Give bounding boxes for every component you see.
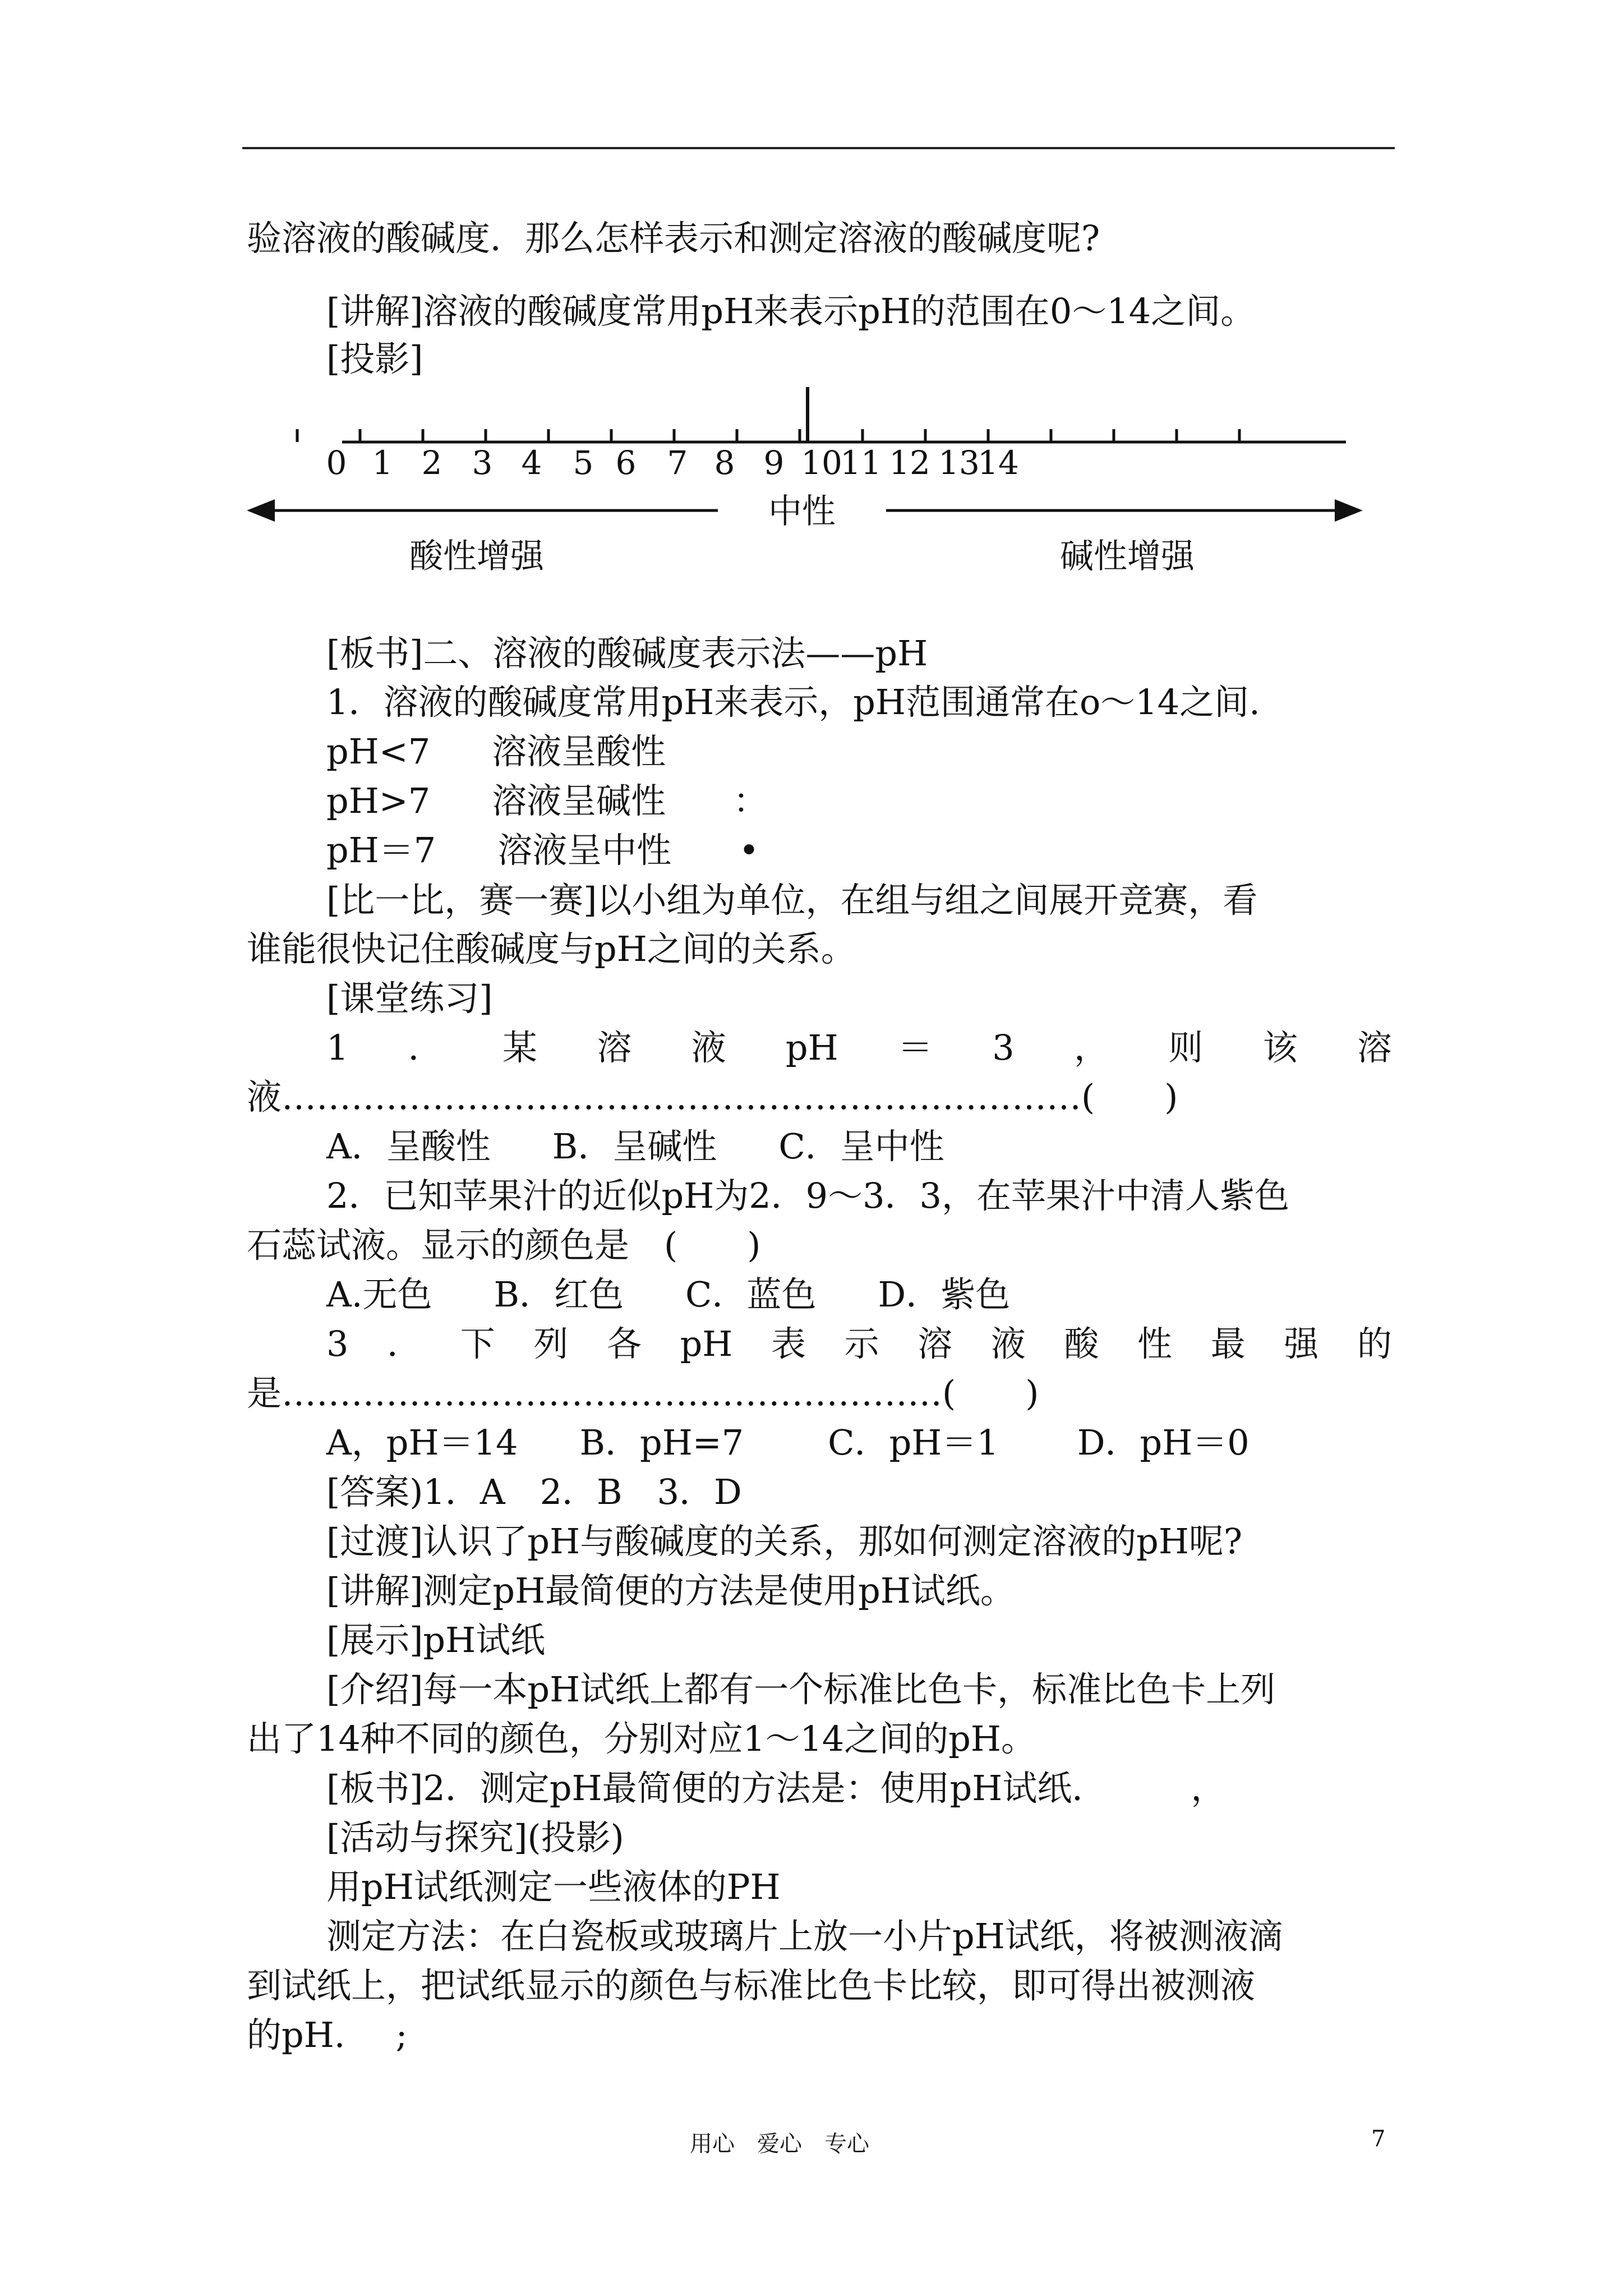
text-line: [答案)1．A 2．B 3．D [326,1471,742,1512]
word: 溶 [1357,1027,1392,1068]
tick-label: 4 [521,444,542,482]
text-line [247,2013,407,2058]
word: ． [408,1027,443,1068]
text-line [326,779,768,823]
tick-label: 2 [421,444,442,482]
text-line: [板书]二、溶液的酸碱度表示法——pH [326,633,928,674]
tick-label: 12 [889,444,930,482]
text-line: 谁能很快记住酸碱度与pH之间的关系。 [247,928,856,969]
option: D．紫色 [878,1274,1011,1315]
page-number: 7 [1371,2126,1386,2152]
ph-condition: pH<7 [326,731,431,772]
options-row [326,1420,1249,1465]
ph-scale-figure [247,370,1368,583]
options-row [326,1272,1010,1317]
tick-label: 6 [615,444,637,482]
word: pH [785,1027,838,1068]
text-line: [讲解]测定pH最简便的方法是使用pH试纸。 [326,1570,1015,1611]
stray-mark: ： [733,780,768,821]
word: 各 [606,1323,642,1364]
option: C．pH＝1 [828,1422,999,1463]
tick-label: 1 [372,444,393,482]
text-line [326,729,666,774]
word: 下 [460,1323,495,1364]
tick-label: 14 [978,444,1019,482]
text-line [326,1766,1225,1811]
text-line: [投影] [326,338,423,379]
word: 溶 [597,1027,632,1068]
neutral-label: 中性 [768,492,836,531]
tick-label: 7 [667,444,688,482]
option: B．红色 [494,1274,624,1315]
word: 的 [1357,1323,1392,1364]
text-line: 测定方法：在白瓷板或玻璃片上放一小片pH试纸，将被测液滴 [326,1916,1283,1957]
text-line: 2．已知苹果汁的近似pH为2．9～3．3，在苹果汁中清人紫色 [326,1175,1289,1216]
option: A.无色 [326,1274,432,1315]
ph-result: 溶液呈酸性 [492,731,666,772]
text-line: [过渡]认识了pH与酸碱度的关系，那如何测定溶液的pH呢? [326,1521,1243,1562]
option: C．呈中性 [778,1126,944,1167]
word: 酸 [1064,1323,1099,1364]
question-3-stem [326,1322,1392,1366]
text-line: 验溶液的酸碱度．那么怎样表示和测定溶液的酸碱度呢? [247,218,1100,259]
word: 强 [1284,1323,1319,1364]
text-line: 用pH试纸测定一些液体的PH [326,1866,781,1907]
ph-condition: pH＝7 [326,830,436,871]
option: D．pH＝0 [1077,1422,1249,1463]
ph-condition: pH>7 [326,780,431,821]
question-1-stem [326,1025,1392,1070]
stray-mark: • [739,830,759,871]
tick-label: 5 [573,444,594,482]
options-row [326,1124,944,1169]
text-end: 的pH. [247,2014,345,2055]
text-line: 石蕊试液。显示的颜色是 ( ) [247,1225,761,1266]
text-line: [介绍]每一本pH试纸上都有一个标准比色卡，标准比色卡上列 [326,1669,1276,1710]
word: 液 [691,1027,726,1068]
word: 3 [326,1323,349,1364]
option: B．呈碱性 [552,1126,717,1167]
option: A．呈酸性 [326,1126,491,1167]
text-line: 1．溶液的酸碱度常用pH来表示，pH范围通常在o～14之间. [326,682,1260,723]
text-line [326,828,759,873]
word: pH [680,1323,733,1364]
tick-label: 10 [801,444,842,482]
stray-mark: ， [1191,1768,1226,1809]
acid-label: 酸性增强 [409,537,544,576]
text-line: [课堂练习] [326,978,493,1019]
text-line: 出了14种不同的颜色，分别对应1～14之间的pH。 [247,1718,1036,1759]
word: 则 [1168,1027,1204,1068]
text-line: [讲解]溶液的酸碱度常用pH来表示pH的范围在0～14之间。 [326,291,1256,332]
text-line: 是…………………………………………………( ) [247,1373,1039,1414]
word: 最 [1210,1323,1246,1364]
word: 某 [502,1027,538,1068]
footer-text: 用心 爱心 专心 [690,2131,869,2157]
word: 3 [992,1027,1015,1068]
tick-label: 0 [326,444,347,482]
ph-scale-svg [247,370,1368,583]
ph-result: 溶液呈中性 [497,830,672,871]
option: C．蓝色 [685,1274,817,1315]
word: 液 [990,1323,1026,1364]
board-text: [板书]2．测定pH最简便的方法是：使用pH试纸． [326,1768,1107,1809]
acid-arrowhead [247,499,275,522]
word: 溶 [917,1323,953,1364]
text-line: [展示]pH试纸 [326,1619,546,1660]
text-line: [比一比，赛一赛]以小组为单位，在组与组之间展开竞赛，看 [326,880,1258,921]
base-label: 碱性增强 [1060,537,1195,576]
text-line: [活动与探究](投影) [326,1817,624,1858]
base-arrowhead [1335,499,1363,522]
word: 该 [1262,1027,1298,1068]
word: 列 [533,1323,569,1364]
tick-label: 8 [714,444,735,482]
word: ． [387,1323,422,1364]
word: ＝ [897,1027,933,1068]
text-line: 液……………………………………………………………( ) [247,1076,1178,1117]
option: A，pH＝14 [326,1422,518,1463]
word: ， [1074,1027,1109,1068]
stray-mark: ; [395,2014,408,2055]
text-line: 到试纸上，把试纸显示的颜色与标准比色卡比较，即可得出被测液 [247,1965,1256,2006]
tick-label: 9 [763,444,785,482]
ph-result: 溶液呈碱性 [492,780,666,821]
word: 示 [844,1323,879,1364]
word: 表 [771,1323,806,1364]
word: 1 [326,1027,349,1068]
option: B．pH=7 [579,1422,744,1463]
tick-label: 13 [938,444,980,482]
word: 性 [1137,1323,1173,1364]
tick-label: 3 [472,444,493,482]
tick-label: 11 [840,444,882,482]
header-rule [242,147,1395,149]
